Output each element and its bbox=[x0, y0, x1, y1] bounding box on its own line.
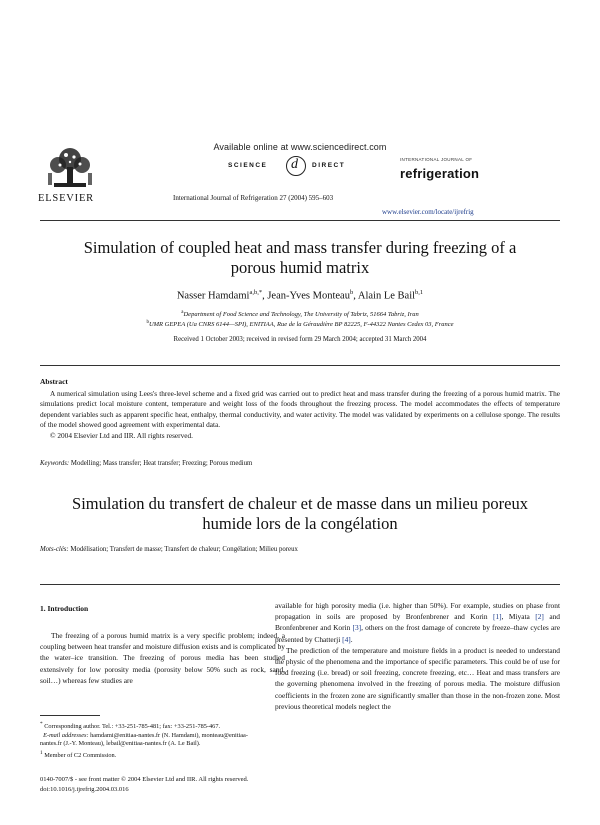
journal-citation: International Journal of Refrigeration 27 (2004) 595–603 bbox=[173, 194, 334, 202]
footnote-email: E-mail addresses: hamdami@enitiaa-nantes.fr (N. Hamdami), monteau@enitiaa-nantes.fr (J.-Y. Monteau), lebail@enitiaa-nantes.fr (A. Le Bail). bbox=[40, 731, 248, 748]
sciencedirect-logo bbox=[228, 156, 388, 176]
footnotes bbox=[40, 720, 260, 761]
journal-logo bbox=[400, 157, 540, 181]
author-name: Nasser Hamdami bbox=[176, 290, 250, 302]
affiliation-b: $^b$UMR GEPEA (Ua CNRS 6144—SPI), ENITIAA, Rue de la Géraudière BP 82225, F-44322 Nantes Cedex 03, France bbox=[146, 320, 454, 329]
sciencedirect-left: SCIENCE bbox=[228, 162, 268, 169]
sciencedirect-right: DIRECT bbox=[312, 162, 346, 169]
abstract-text: A numerical simulation using Lees's three-level scheme and a fixed grid was carried out to predict heat and mass transfer during the freezing of a porous humid matrix. The simulations predict local moisture content, temperature and weight loss of the foods throughout the freezing process. The model accommodates the effects of temperature dependent variables such as apparent specific heat, enthalpy, thermal conductivity, and water activity. The model was validated by experiments on a cellulose sponge. The results of the model showed good agreement with experimental data. bbox=[40, 389, 560, 430]
right-column bbox=[275, 600, 560, 712]
publisher-name: ELSEVIER bbox=[38, 193, 94, 204]
abstract-copyright: © 2004 Elsevier Ltd and IIR. All rights reserved. bbox=[50, 430, 193, 440]
elsevier-tree-icon bbox=[40, 145, 100, 193]
section-heading: 1. Introduction bbox=[40, 604, 89, 613]
reference-link[interactable]: [2] bbox=[535, 612, 544, 622]
reference-link[interactable]: [4] bbox=[342, 634, 351, 644]
footnote-corresponding: * Corresponding author. Tel.: +33-251-785-481; fax: +33-251-785-467. bbox=[40, 721, 221, 731]
available-online: Available online at www.sciencedirect.com bbox=[213, 142, 387, 152]
author-affiliation-mark: a,b,* bbox=[249, 289, 263, 296]
left-column bbox=[40, 630, 285, 686]
author-name: Alain Le Bail bbox=[357, 290, 416, 302]
abstract-heading: Abstract bbox=[40, 377, 68, 386]
header-divider bbox=[40, 220, 560, 221]
journal-logo-small: INTERNATIONAL JOURNAL OF bbox=[400, 157, 473, 162]
abstract-divider bbox=[40, 365, 560, 366]
author-affiliation-mark: b,1 bbox=[415, 289, 424, 296]
footnote-divider bbox=[40, 715, 100, 716]
author-affiliation-mark: b bbox=[349, 289, 354, 296]
affiliation-a: $^a$Department of Food Science and Technology, The University of Tabriz, 51664 Tabriz, Iran bbox=[181, 310, 419, 319]
mots-cles: Mots-clés: Modélisation; Transfert de masse; Transfert de chaleur; Congélation; Milieu poreux bbox=[40, 546, 298, 553]
footnote-member: $^1$ Member of C2 Commission. bbox=[40, 749, 117, 759]
sciencedirect-d-icon: d bbox=[286, 156, 306, 176]
reference-link[interactable]: [1] bbox=[492, 612, 502, 622]
issn-line: 0140-7007/$ - see front matter © 2004 Elsevier Ltd and IIR. All rights reserved. bbox=[40, 776, 249, 783]
body-divider bbox=[40, 584, 560, 585]
paragraph: available for high porosity media (i.e. higher than 50%). For example, studies on phase front propagation in soils are proposed by Bronfenbrener and Korin [1], Miyata [2] and Bronfenbrener and Korin [3], others on the frost damage of concrete by freeze–thaw cycles are presented by Chatterji [4]. bbox=[275, 601, 560, 644]
keywords: Keywords: Modelling; Mass transfer; Heat transfer; Freezing; Porous medium bbox=[40, 460, 253, 467]
abstract-body bbox=[40, 389, 560, 441]
journal-logo-big: refrigeration bbox=[400, 165, 480, 181]
received-dates: Received 1 October 2003; received in revised form 29 March 2004; accepted 31 March 2004 bbox=[173, 336, 427, 343]
paragraph: The prediction of the temperature and moisture fields in a product is needed to understand the physic of the phenomena and the importance of specific parameters. This could be of use for food freezing (i.e. bread) or soil freezing, concrete freezing, etc… Heat and mass transfers are the governing phenomena involved in the freezing of porous media. The moisture diffusion coefficients in the frozen zone are significantly smaller than those in the non-frozen zone. Most previous theoretical models neglect the bbox=[275, 645, 560, 711]
reference-link[interactable]: [3] bbox=[352, 623, 362, 633]
author-name: Jean-Yves Monteau bbox=[267, 290, 350, 302]
journal-url-link[interactable]: www.elsevier.com/locate/ijrefrig bbox=[382, 208, 474, 216]
author-list: Nasser Hamdami$^{a,b,*}$, Jean-Yves Monteau$^b$, Alain Le Bail$^{b,1}$ bbox=[176, 289, 424, 302]
doi-line: doi:10.1016/j.ijrefrig.2004.03.016 bbox=[40, 786, 129, 793]
paper-title: Simulation of coupled heat and mass transfer during freezing of a porous humid matrix bbox=[83, 238, 517, 277]
paper-title-french: Simulation du transfert de chaleur et de masse dans un milieu poreux humide lors de la congélation bbox=[72, 494, 528, 533]
paragraph: The freezing of a porous humid matrix is a very specific problem; indeed, a coupling between heat transfer and moisture diffusion exists and is complicated by the water–ice transition. The freezing of porous media has been studied extensively for low porosity media (porosity below 50% such as rock, sand, soil…) whereas few studies are bbox=[40, 631, 285, 685]
